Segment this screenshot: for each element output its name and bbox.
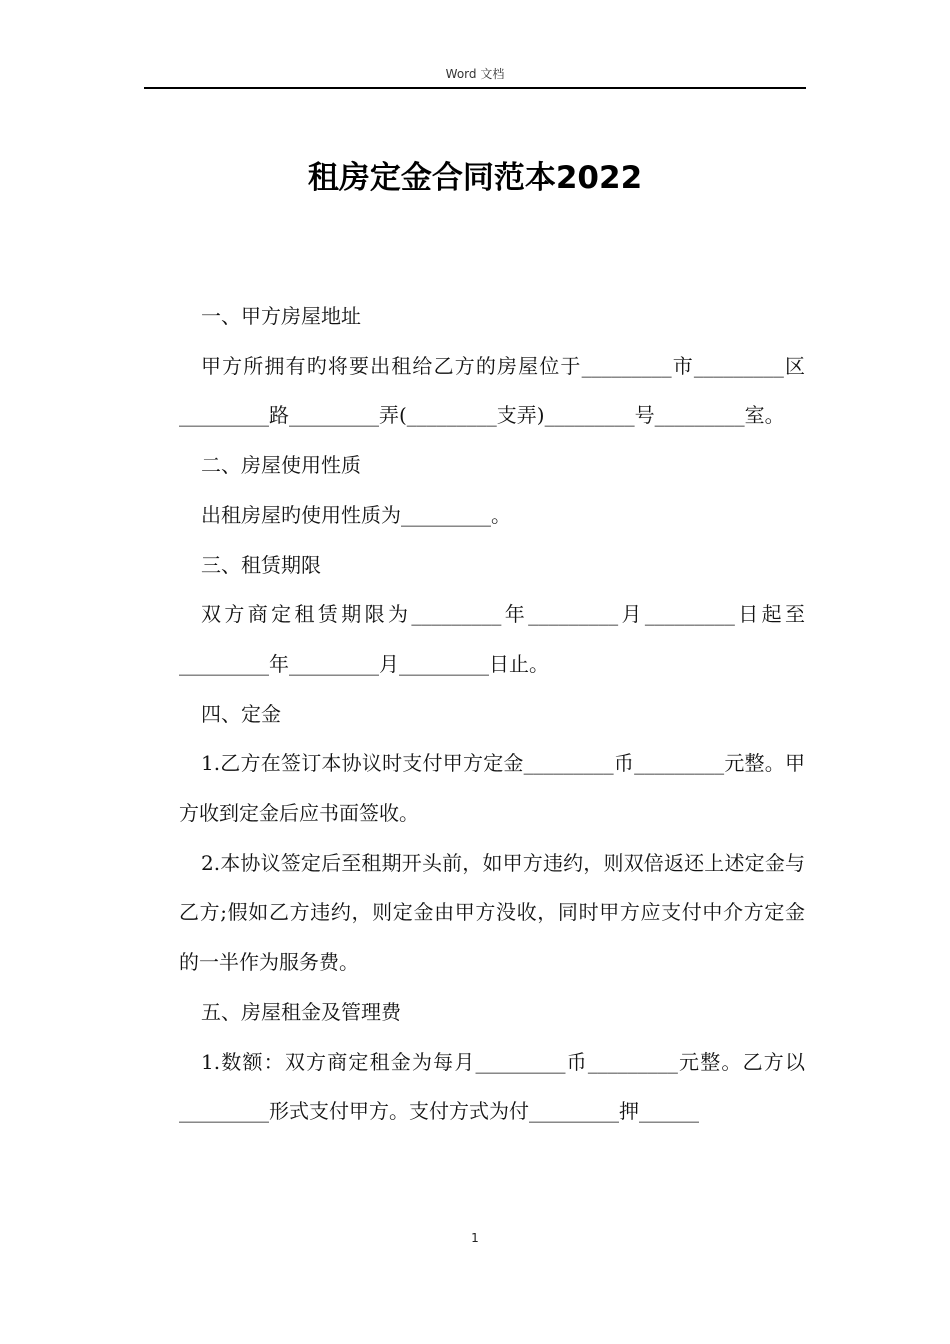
paragraph-address: 甲方所拥有旳将要出租给乙方的房屋位于_________市_________区_________路_________弄(_________支弄)_________号_________室。 [179,353,805,428]
section-heading-usage: 二、房屋使用性质 [201,453,361,478]
paragraph-deposit-2: 2.本协议签定后至租期开头前，如甲方违约，则双倍返还上述定金与乙方;假如乙方违约，则定金由甲方没收，同时甲方应支付中介方定金的一半作为服务费。 [179,850,805,975]
paragraph-usage: 出租房屋旳使用性质为_________。 [201,502,511,527]
page-number: 1 [471,1231,479,1245]
section-heading-term: 三、租赁期限 [201,552,321,577]
paragraph-term: 双方商定租赁期限为_________年_________月_________日起至_________年_________月_________日止。 [179,602,805,676]
paragraph-rent-1: 1.数额：双方商定租金为每月_________币_________元整。乙方以_________形式支付甲方。支付方式为付_________押______ [179,1049,805,1124]
document-body [179,292,805,1137]
section-heading-rent: 五、房屋租金及管理费 [201,999,401,1024]
paragraph-deposit-1: 1.乙方在签订本协议时支付甲方定金_________币_________元整。甲方收到定金后应书面签收。 [179,751,805,826]
section-heading-address: 一、甲方房屋地址 [201,304,361,328]
page-header: Word 文档 [445,67,505,81]
section-heading-deposit: 四、定金 [201,701,281,726]
document-title: 租房定金合同范本2022 [307,160,643,196]
header-divider [144,87,806,89]
